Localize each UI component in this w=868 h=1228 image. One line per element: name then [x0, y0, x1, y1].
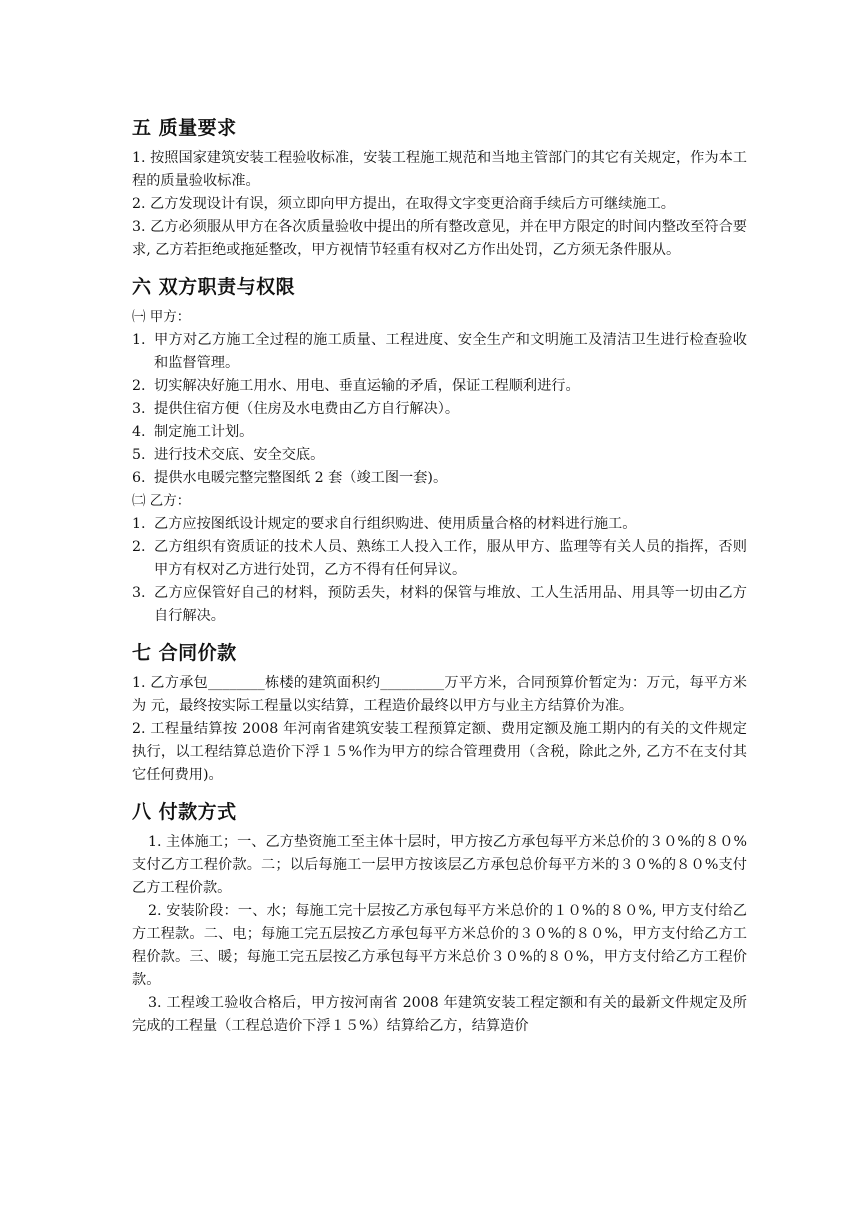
section-title: 六 双方职责与权限	[132, 276, 296, 298]
party-b-heading: ㈡ 乙方：	[132, 493, 191, 509]
section-duties	[132, 272, 747, 628]
list-item: 1. 甲方对乙方施工全过程的施工质量、工程进度、安全生产和文明施工及清洁卫生进行检查验收和监督管理。	[132, 332, 747, 371]
paragraph: 1. 乙方承包________栋楼的建筑面积约_________万平方米，合同预算价暂定为：万元，每平方米为 元，最终按实际工程量以实结算，工程造价最终以甲方与业主方结算价为准。	[132, 675, 747, 714]
list-item: 6. 提供水电暖完整完整图纸 2 套（竣工图一套)。	[132, 470, 448, 486]
list-item: 4. 制定施工计划。	[132, 424, 254, 440]
document-body	[132, 113, 747, 1038]
list-item: 1. 乙方应按图纸设计规定的要求自行组织购进、使用质量合格的材料进行施工。	[132, 516, 637, 532]
section-title: 五 质量要求	[132, 117, 237, 139]
list-item: 2. 乙方组织有资质证的技术人员、熟练工人投入工作，服从甲方、监理等有关人员的指挥，否则甲方有权对乙方进行处罚，乙方不得有任何异议。	[132, 539, 747, 578]
list-item: 5. 进行技术交底、安全交底。	[132, 447, 325, 463]
list-item: 3. 乙方应保管好自己的材料，预防丢失，材料的保管与堆放、工人生活用品、用具等一切由乙方自行解决。	[132, 585, 747, 624]
paragraph: 3. 乙方必须服从甲方在各次质量验收中提出的所有整改意见，并在甲方限定的时间内整改至符合要求, 乙方若拒绝或拖延整改，甲方视情节轻重有权对乙方作出处罚，乙方须无条件服从。	[132, 219, 747, 258]
paragraph: 2. 工程量结算按 2008 年河南省建筑安装工程预算定额、费用定额及施工期内的有关的文件规定执行，以工程结算总造价下浮１５%作为甲方的综合管理费用（含税，除此之外, 乙方不在支付其它任何费用)。	[132, 721, 747, 783]
section-quality	[132, 113, 747, 262]
paragraph: 1. 按照国家建筑安装工程验收标准，安装工程施工规范和当地主管部门的其它有关规定，作为本工程的质量验收标准。	[132, 150, 747, 189]
paragraph: 2. 安装阶段：一、水；每施工完十层按乙方承包每平方米总价的１０%的８０%, 甲方支付给乙方工程款。二、电；每施工完五层按乙方承包每平方米总价的３０%的８０%，甲方支付给乙方工程价款。三、暖；每施工完五层按乙方承包每平方米总价３０%的８０%，甲方支付给乙方工程价款。	[132, 903, 747, 988]
section-title: 七 合同价款	[132, 642, 237, 664]
party-b-list	[132, 513, 747, 628]
section-payment	[132, 797, 747, 1038]
party-a-heading: ㈠ 甲方：	[132, 309, 191, 325]
section-title: 八 付款方式	[132, 801, 237, 823]
paragraph: 3. 工程竣工验收合格后，甲方按河南省 2008 年建筑安装工程定额和有关的最新文件规定及所完成的工程量（工程总造价下浮１５%）结算给乙方，结算造价	[132, 995, 747, 1034]
party-a-list	[132, 329, 747, 490]
list-item: 2. 切实解决好施工用水、用电、垂直运输的矛盾，保证工程顺利进行。	[132, 378, 580, 394]
paragraph: 2. 乙方发现设计有误，须立即向甲方提出，在取得文字变更洽商手续后方可继续施工。	[132, 196, 675, 212]
list-item: 3. 提供住宿方便（住房及水电费由乙方自行解决）。	[132, 401, 460, 417]
paragraph: 1. 主体施工；一、乙方垫资施工至主体十层时，甲方按乙方承包每平方米总价的３０%的８０%支付乙方工程价款。二；以后每施工一层甲方按该层乙方承包总价每平方米的３０%的８０%支付乙方工程价款。	[132, 834, 747, 896]
section-price	[132, 638, 747, 787]
